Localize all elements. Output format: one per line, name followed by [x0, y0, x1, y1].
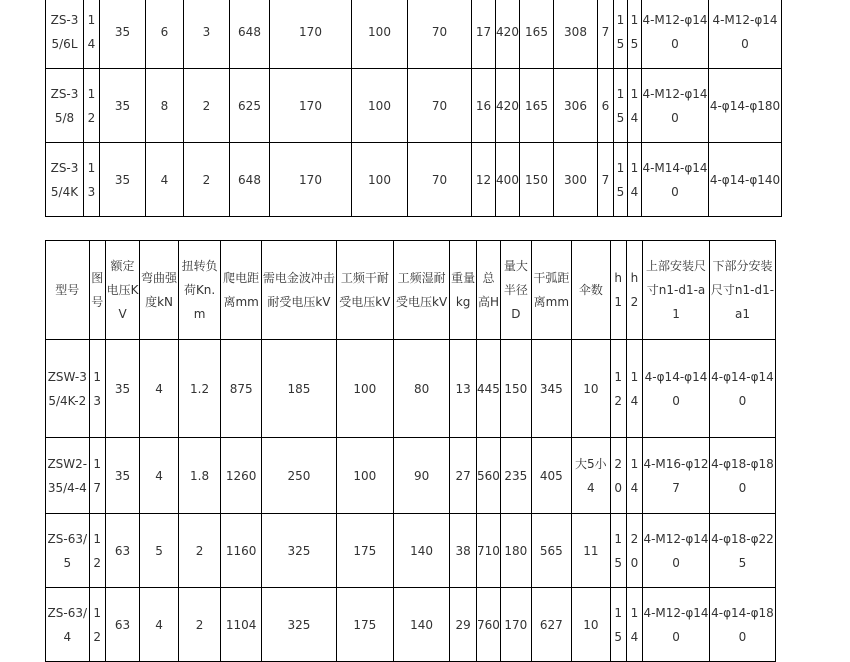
- table-cell: 100: [352, 143, 408, 217]
- table-cell: 405: [531, 438, 572, 514]
- table-cell: 4: [140, 340, 179, 438]
- table-cell: 14: [626, 340, 642, 438]
- header-cell: 扭转负荷Kn.m: [178, 241, 221, 340]
- table-cell: 4: [140, 588, 179, 662]
- table-cell: 250: [261, 438, 336, 514]
- table-cell: 15: [614, 143, 628, 217]
- table-cell: 5: [140, 514, 179, 588]
- header-cell: h2: [626, 241, 642, 340]
- header-cell: 额定电压KV: [105, 241, 139, 340]
- table-cell: 8: [146, 69, 184, 143]
- table-cell: 20: [626, 514, 642, 588]
- table-cell: 4-φ14-φ140: [643, 340, 710, 438]
- table-cell: 10: [572, 340, 611, 438]
- table-cell: 175: [336, 588, 393, 662]
- table-row: [46, 0, 782, 69]
- table-cell: 1.2: [178, 340, 221, 438]
- model-cell: ZS-35/6L: [46, 0, 84, 69]
- table-cell: 400: [496, 143, 520, 217]
- model-cell: ZS-63/4: [46, 588, 90, 662]
- table-cell: 560: [476, 438, 500, 514]
- table-cell: 4-φ18-φ225: [709, 514, 775, 588]
- table-cell: 420: [496, 69, 520, 143]
- header-cell: 干弧距离mm: [531, 241, 572, 340]
- insulator-spec-table-1: [45, 0, 782, 217]
- table-cell: 1260: [221, 438, 262, 514]
- table-cell: 4-M12-φ140: [642, 69, 709, 143]
- table-cell: 35: [100, 0, 146, 69]
- table-cell: 70: [408, 0, 472, 69]
- table-cell: 306: [554, 69, 598, 143]
- table-cell: 12: [89, 588, 105, 662]
- table-cell: 420: [496, 0, 520, 69]
- table-cell: 2: [184, 69, 230, 143]
- table-cell: 80: [393, 340, 450, 438]
- table-cell: 760: [476, 588, 500, 662]
- table-cell: 15: [614, 0, 628, 69]
- table-cell: 165: [520, 0, 554, 69]
- model-cell: ZSW2-35/4-4: [46, 438, 90, 514]
- table-cell: 4-M14-φ140: [642, 143, 709, 217]
- table-cell: 35: [105, 340, 139, 438]
- table-cell: 100: [336, 340, 393, 438]
- table-row: [46, 69, 782, 143]
- table-cell: 170: [270, 143, 352, 217]
- table-cell: 4-M12-φ140: [642, 0, 709, 69]
- table-cell: 70: [408, 69, 472, 143]
- model-cell: ZS-35/4K: [46, 143, 84, 217]
- table-cell: 325: [261, 514, 336, 588]
- table-cell: 1160: [221, 514, 262, 588]
- table-cell: 7: [598, 0, 614, 69]
- table-cell: 627: [531, 588, 572, 662]
- table-cell: 12: [89, 514, 105, 588]
- table-cell: 2: [178, 588, 221, 662]
- table-cell: 170: [501, 588, 531, 662]
- table-cell: 14: [84, 0, 100, 69]
- table-cell: 90: [393, 438, 450, 514]
- table-cell: 4: [146, 143, 184, 217]
- table-cell: 35: [100, 143, 146, 217]
- table-cell: 14: [626, 588, 642, 662]
- table-cell: 13: [450, 340, 476, 438]
- model-cell: ZS-35/8: [46, 69, 84, 143]
- header-cell: 型号: [46, 241, 90, 340]
- table-cell: 16: [472, 69, 496, 143]
- table-cell: 170: [270, 69, 352, 143]
- table-cell: 140: [393, 588, 450, 662]
- table-cell: 13: [84, 143, 100, 217]
- table-cell: 15: [610, 588, 626, 662]
- table-cell: 150: [501, 340, 531, 438]
- header-cell: 量大半径D: [501, 241, 531, 340]
- table-cell: 15: [628, 0, 642, 69]
- header-cell: 工频干耐受电压kV: [336, 241, 393, 340]
- header-cell: h1: [610, 241, 626, 340]
- table-cell: 4-φ14-φ140: [709, 340, 775, 438]
- table-cell: 875: [221, 340, 262, 438]
- table-cell: 14: [628, 143, 642, 217]
- table-cell: 35: [100, 69, 146, 143]
- table-cell: 4-φ14-φ180: [709, 69, 782, 143]
- table-cell: 4-M12-φ140: [709, 0, 782, 69]
- table-cell: 648: [230, 0, 270, 69]
- table-cell: 14: [628, 69, 642, 143]
- table-cell: 15: [614, 69, 628, 143]
- header-cell: 下部分安装尺寸n1-d1-a1: [709, 241, 775, 340]
- header-cell: 总高H: [476, 241, 500, 340]
- table-cell: 35: [105, 438, 139, 514]
- table-cell: 7: [598, 143, 614, 217]
- header-cell: 弯曲强度kN: [140, 241, 179, 340]
- table-cell: 38: [450, 514, 476, 588]
- table-cell: 625: [230, 69, 270, 143]
- table-cell: 185: [261, 340, 336, 438]
- table-cell: 63: [105, 588, 139, 662]
- table-cell: 6: [146, 0, 184, 69]
- header-cell: 爬电距离mm: [221, 241, 262, 340]
- table-row: [46, 438, 776, 514]
- table-cell: 180: [501, 514, 531, 588]
- table-cell: 10: [572, 588, 611, 662]
- table-cell: 140: [393, 514, 450, 588]
- table-cell: 4-M12-φ140: [643, 514, 710, 588]
- table-cell: 175: [336, 514, 393, 588]
- table-cell: 17: [89, 438, 105, 514]
- table-cell: 4-M16-φ127: [643, 438, 710, 514]
- table-cell: 12: [472, 143, 496, 217]
- table-cell: 1.8: [178, 438, 221, 514]
- table-row: [46, 588, 776, 662]
- table-cell: 6: [598, 69, 614, 143]
- table-cell: 165: [520, 69, 554, 143]
- header-cell: 图号: [89, 241, 105, 340]
- table-cell: 12: [84, 69, 100, 143]
- table-cell: 345: [531, 340, 572, 438]
- table-cell: 13: [89, 340, 105, 438]
- table-cell: 11: [572, 514, 611, 588]
- table-cell: 29: [450, 588, 476, 662]
- table-cell: 大5小4: [572, 438, 611, 514]
- table-cell: 12: [610, 340, 626, 438]
- table-cell: 2: [184, 143, 230, 217]
- table-cell: 170: [270, 0, 352, 69]
- table-row: [46, 514, 776, 588]
- table-cell: 308: [554, 0, 598, 69]
- table-cell: 2: [178, 514, 221, 588]
- table-cell: 445: [476, 340, 500, 438]
- model-cell: ZSW-35/4K-2: [46, 340, 90, 438]
- table-cell: 4-φ14-φ180: [709, 588, 775, 662]
- table-cell: 70: [408, 143, 472, 217]
- table-cell: 4-M12-φ140: [643, 588, 710, 662]
- table-cell: 325: [261, 588, 336, 662]
- header-cell: 需电金波冲击耐受电压kV: [261, 241, 336, 340]
- table-cell: 20: [610, 438, 626, 514]
- header-cell: 上部安装尺寸n1-d1-a1: [643, 241, 710, 340]
- header-cell: 伞数: [572, 241, 611, 340]
- table-row: [46, 340, 776, 438]
- table-cell: 150: [520, 143, 554, 217]
- table-cell: 100: [336, 438, 393, 514]
- table-cell: 710: [476, 514, 500, 588]
- table-cell: 100: [352, 0, 408, 69]
- table-cell: 3: [184, 0, 230, 69]
- model-cell: ZS-63/5: [46, 514, 90, 588]
- table-cell: 4-φ14-φ140: [709, 143, 782, 217]
- table-cell: 27: [450, 438, 476, 514]
- table-cell: 4: [140, 438, 179, 514]
- table-header-row: [46, 241, 776, 340]
- table-cell: 648: [230, 143, 270, 217]
- table-cell: 300: [554, 143, 598, 217]
- table-cell: 1104: [221, 588, 262, 662]
- header-cell: 重量kg: [450, 241, 476, 340]
- table-cell: 565: [531, 514, 572, 588]
- table-cell: 4-φ18-φ180: [709, 438, 775, 514]
- header-cell: 工频湿耐受电压kV: [393, 241, 450, 340]
- table-cell: 15: [610, 514, 626, 588]
- insulator-spec-table-2: [45, 240, 776, 662]
- table-cell: 17: [472, 0, 496, 69]
- table-row: [46, 143, 782, 217]
- table-cell: 100: [352, 69, 408, 143]
- table-cell: 63: [105, 514, 139, 588]
- table-cell: 235: [501, 438, 531, 514]
- table-cell: 14: [626, 438, 642, 514]
